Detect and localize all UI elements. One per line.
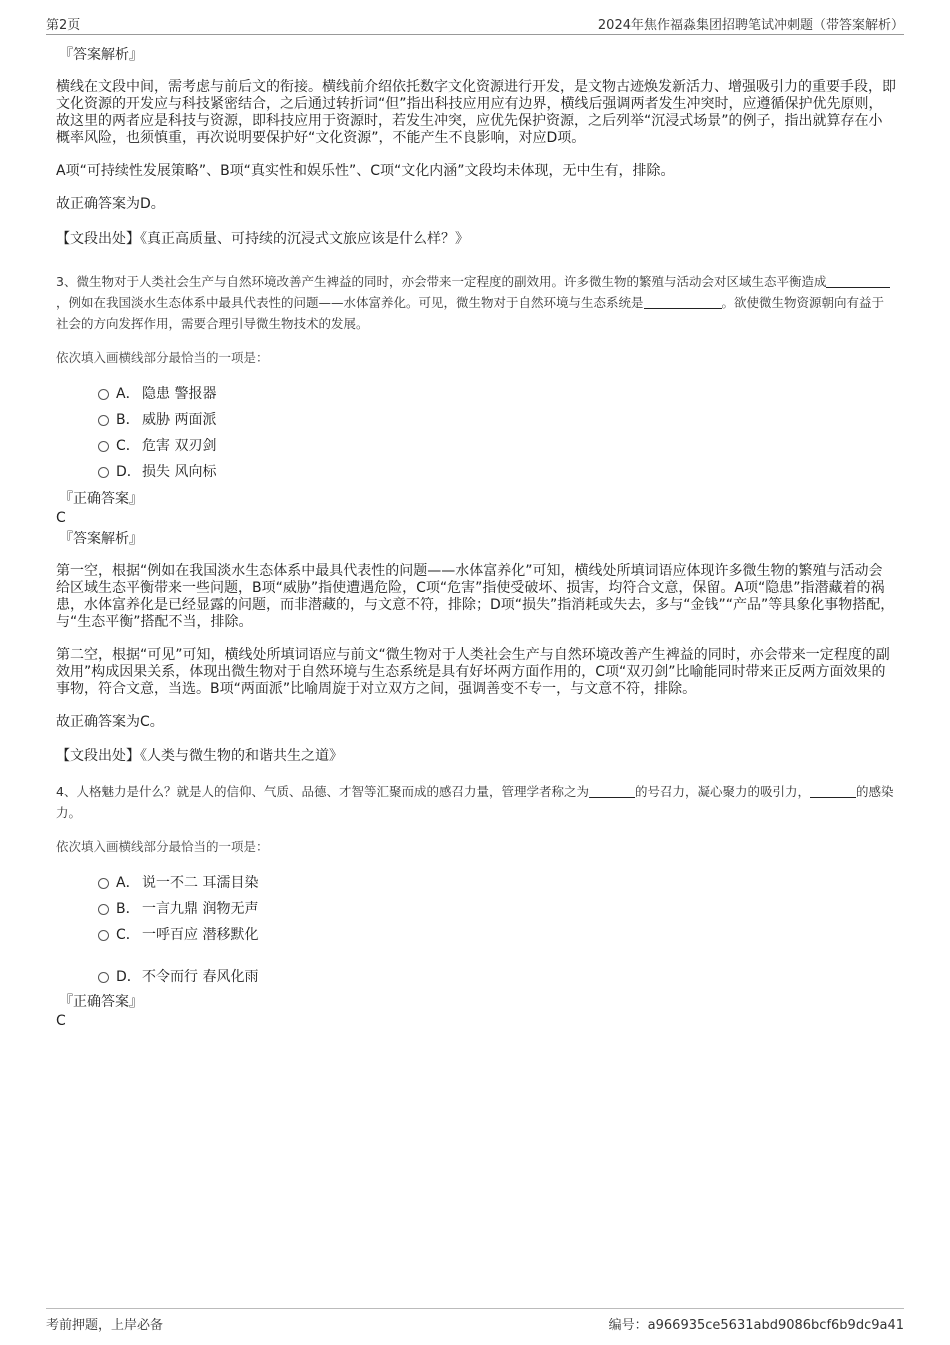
analysis-paragraph: 第二空，根据“可见”可知，横线处所填词语应与前文“微生物对于人类社会生产与自然环境改善产生裨益的同时，亦会带来一定程度的副效用”构成因果关系，体现出微生物对于自然环境与生态系统是具有好坏两方面作用的，C项“双刃剑”比喻能同时带来正反两方面效果的事物，符合文意，当选。B项“两面派”比喻周旋于对立双方之间，强调善变不专一，与文意不符，排除。 [56, 647, 890, 697]
fill-blank [644, 294, 722, 309]
answer-statement: 故正确答案为D。 [56, 196, 165, 212]
option-a[interactable]: A． 隐患 警报器 [56, 382, 896, 408]
radio-button[interactable] [98, 441, 109, 452]
radio-button[interactable] [98, 972, 109, 983]
question-4-options [56, 871, 896, 991]
fill-blank [826, 273, 890, 288]
radio-button[interactable] [98, 467, 109, 478]
question-instruction: 依次填入画横线部分最恰当的一项是： [56, 350, 269, 365]
correct-answer-label: 『正确答案』 [59, 491, 143, 507]
option-a[interactable]: A． 说一不二 耳濡目染 [56, 871, 896, 897]
question-3-text: 3、微生物对于人类社会生产与自然环境改善产生裨益的同时，亦会带来一定程度的副效用。许多微生物的繁殖与活动会对区域生态平衡造成，例如在我国淡水生态体系中最具代表性的问题——水体富养化。可见，微生物对于自然环境与生态系统是 。欲使微生物资源朝向有益于社会的方向发挥作用，需要合理引导微生物技术的发展。 [56, 271, 896, 334]
page-footer [46, 1308, 904, 1331]
page-number: 第2页 [46, 18, 81, 33]
question-3-options [56, 382, 896, 486]
radio-button[interactable] [98, 878, 109, 889]
analysis-label: 『答案解析』 [59, 531, 143, 547]
question-instruction: 依次填入画横线部分最恰当的一项是： [56, 839, 269, 854]
footer-slogan: 考前押题，上岸必备 [46, 1318, 164, 1333]
analysis-paragraph: 第一空，根据“例如在我国淡水生态体系中最具代表性的问题——水体富养化”可知，横线处所填词语应体现许多微生物的繁殖与活动会给区域生态平衡带来一些问题，B项“威胁”指使遭遇危险，C项“危害”指使受破坏、损害，均符合文意，保留。A项“隐患”指潜藏着的祸患，水体富养化是已经显露的问题，而非潜藏的，与文意不符，排除；D项“损失”指消耗或失去，多与“金钱”“产品”等具象化事物搭配，与“生态平衡”搭配不当，排除。 [56, 563, 895, 630]
radio-button[interactable] [98, 415, 109, 426]
option-c[interactable]: C． 一呼百应 潜移默化 [56, 923, 896, 949]
option-b[interactable]: B． 一言九鼎 润物无声 [56, 897, 896, 923]
analysis-paragraph: 横线在文段中间，需考虑与前后文的衔接。横线前介绍依托数字文化资源进行开发，是文物古迹焕发新活力、增强吸引力的重要手段，即文化资源的开发应与科技紧密结合，之后通过转折词“但”指出科技应用应有边界，横线后强调两者发生冲突时，应遵循保护优先原则，故这里的两者应是科技与资源，即科技应用于资源时，若发生冲突，应优先保护资源，之后列举“沉浸式场景”的例子，指出就算存在小概率风险，也须慎重，再次说明要保护好“文化资源”，不能产生不良影响，对应D项。 [56, 79, 896, 146]
option-c[interactable]: C． 危害 双刃剑 [56, 434, 896, 460]
source-citation: 【文段出处】《真正高质量、可持续的沉浸式文旅应该是什么样？》 [56, 231, 469, 247]
source-citation: 【文段出处】《人类与微生物的和谐共生之道》 [56, 748, 343, 764]
radio-button[interactable] [98, 389, 109, 400]
correct-answer-label: 『正确答案』 [59, 994, 143, 1010]
page-header [46, 14, 904, 35]
option-d[interactable]: D． 损失 风向标 [56, 460, 896, 486]
fill-blank [810, 783, 856, 798]
radio-button[interactable] [98, 930, 109, 941]
analysis-paragraph: A项“可持续性发展策略”、B项“真实性和娱乐性”、C项“文化内涵”文段均未体现，无中生有，排除。 [56, 163, 675, 179]
fill-blank [589, 783, 635, 798]
document-id: 编号：a966935ce5631abd9086bcf6b9dc9a41 [608, 1318, 904, 1333]
radio-button[interactable] [98, 904, 109, 915]
option-d[interactable]: D． 不令而行 春风化雨 [56, 965, 896, 991]
question-4-text: 4、人格魅力是什么？就是人的信仰、气质、品德、才智等汇聚而成的感召力量，管理学者称之为 的号召力，凝心聚力的吸引力， 的感染力。 [56, 784, 894, 820]
page-content [56, 46, 896, 1030]
analysis-label: 『答案解析』 [59, 47, 143, 63]
answer-statement: 故正确答案为C。 [56, 714, 164, 730]
option-b[interactable]: B． 威胁 两面派 [56, 408, 896, 434]
document-title: 2024年焦作福淼集团招聘笔试冲刺题（带答案解析） [597, 18, 904, 33]
correct-answer-value: C [56, 510, 66, 526]
correct-answer-value: C [56, 1013, 66, 1029]
